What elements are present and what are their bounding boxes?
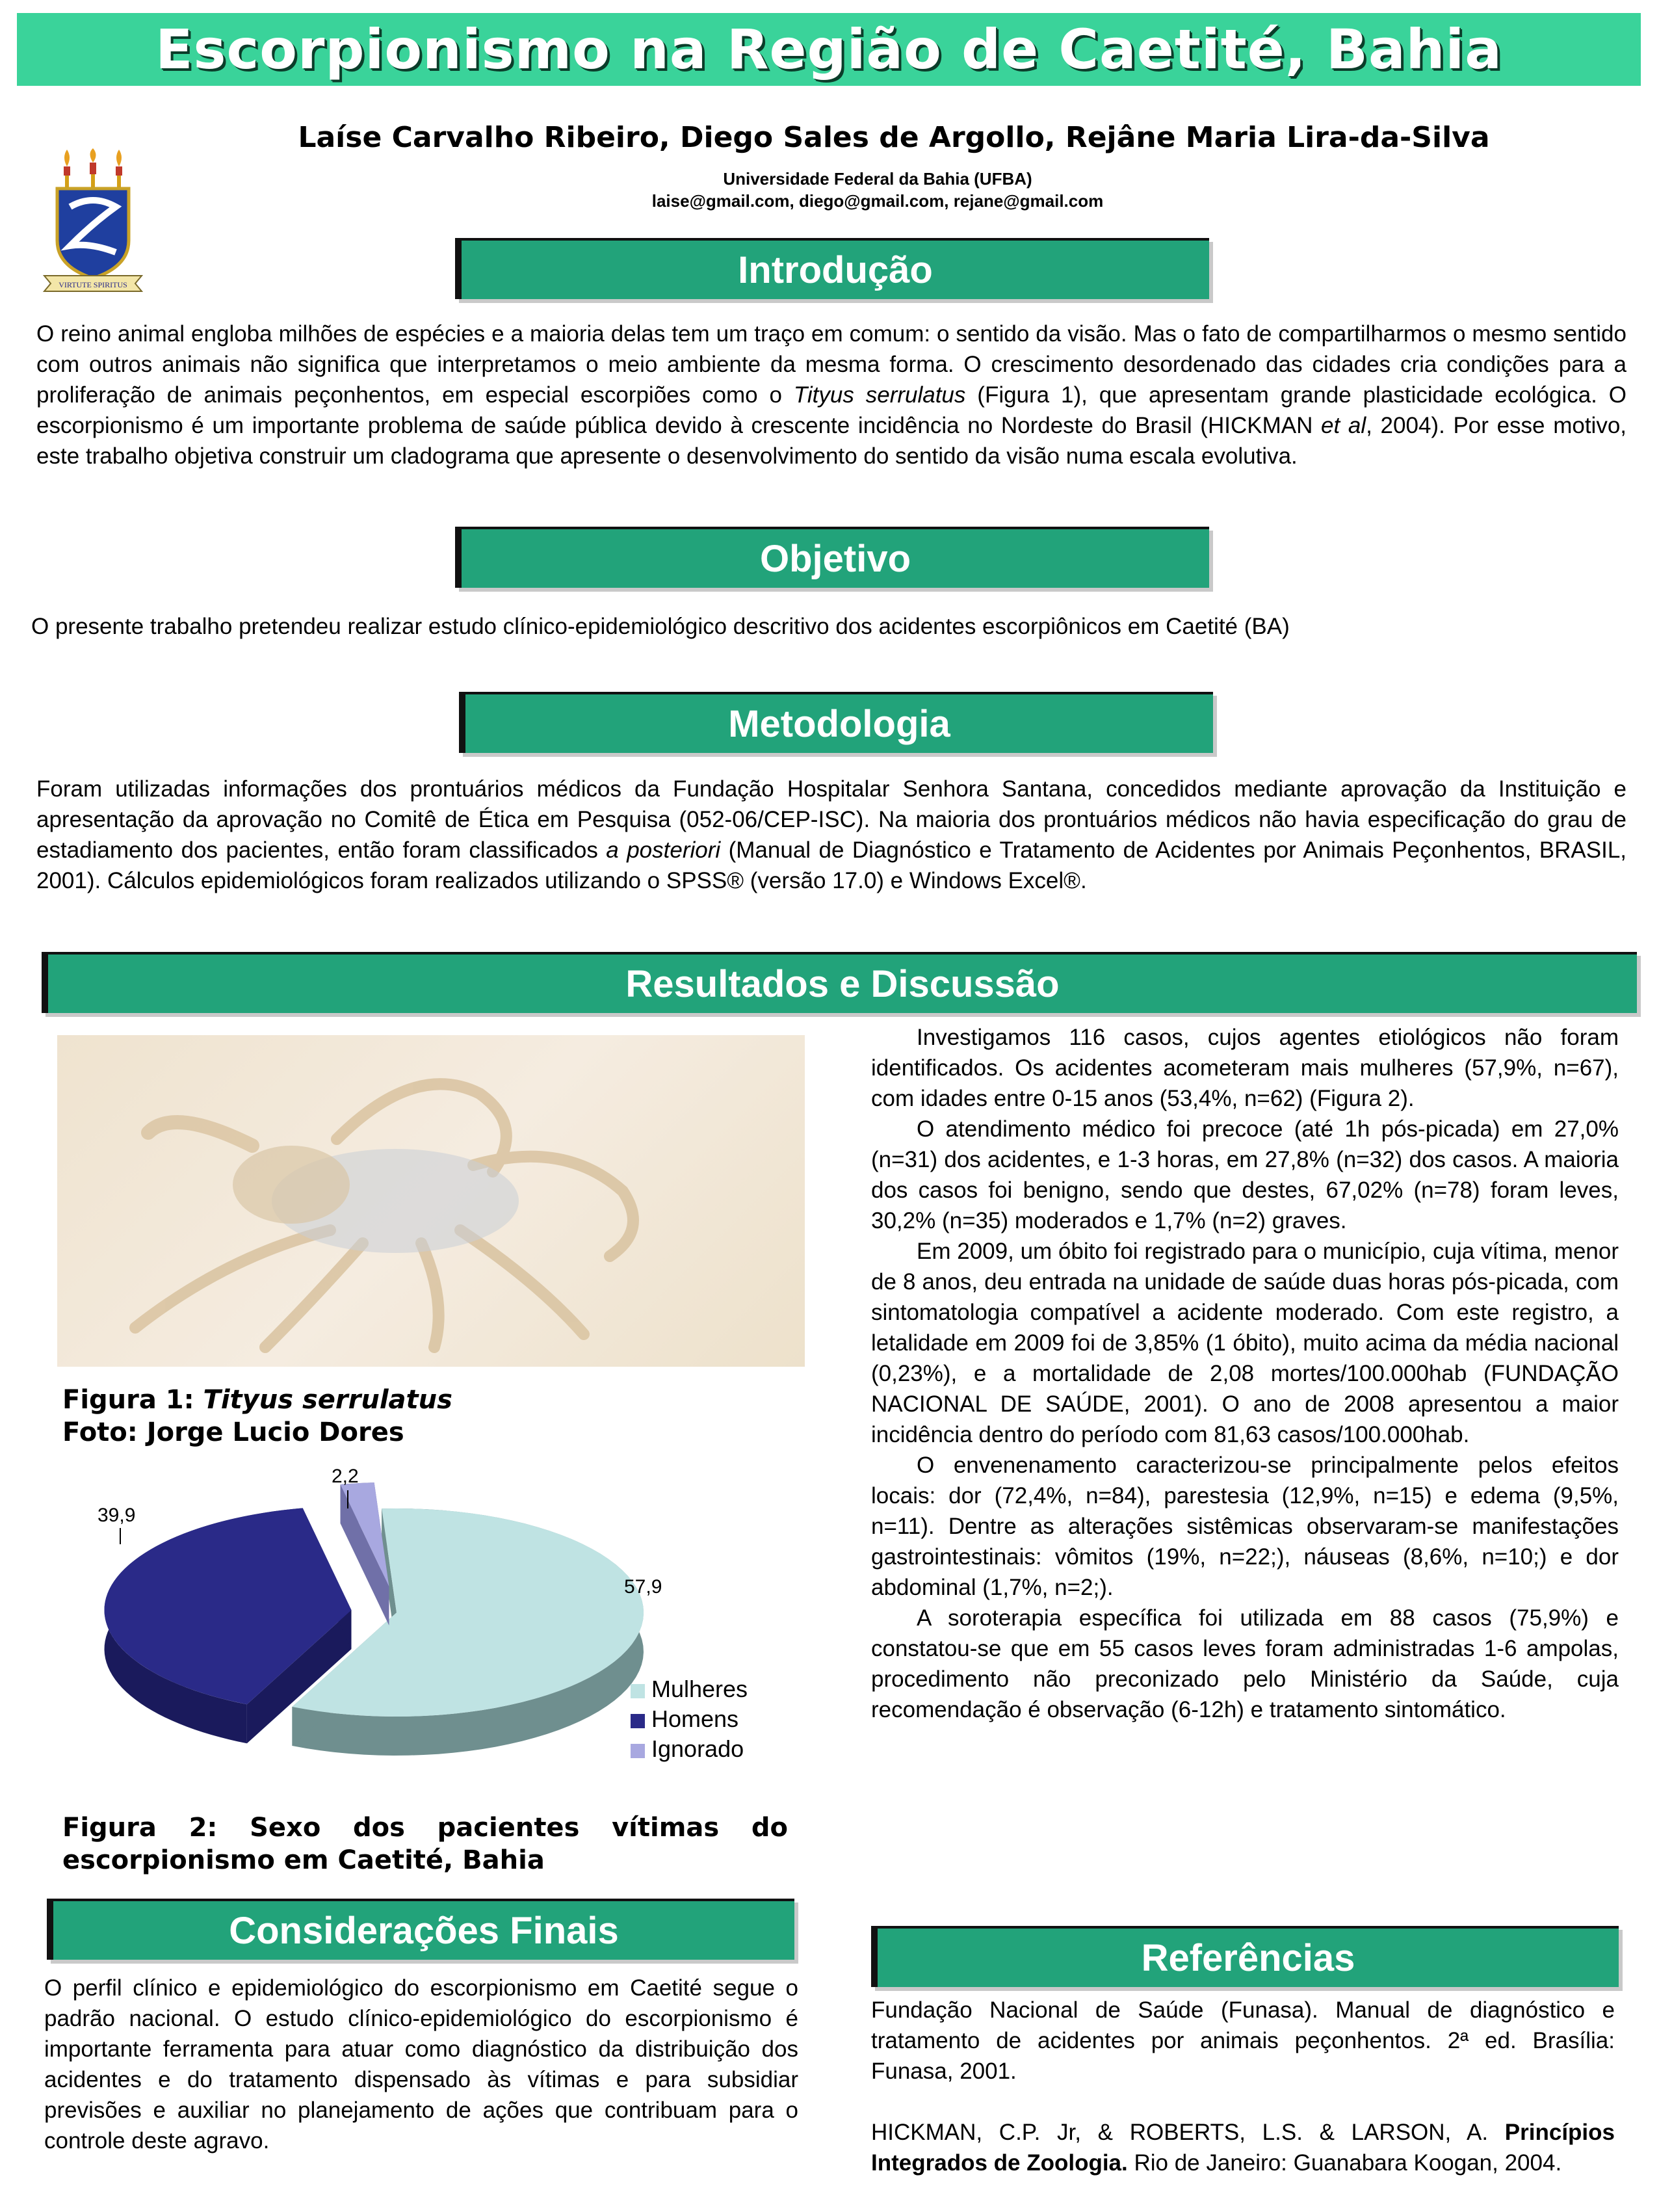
poster-title: Escorpionismo na Região de Caetité, Bahia (155, 18, 1502, 81)
ufba-logo (38, 148, 148, 298)
legend-label: Ignorado (651, 1735, 744, 1762)
scorpion-photo (57, 1035, 805, 1367)
section-header-metodologia: Metodologia (459, 692, 1213, 753)
legend-label: Mulheres (651, 1676, 748, 1702)
reference-item (871, 2117, 1615, 2178)
pie-data-label: 2,2 (332, 1466, 359, 1487)
reference-publisher: Rio de Janeiro: Guanabara Koogan, 2004. (1127, 2150, 1562, 2176)
institution: Universidade Federal da Bahia (UFBA) (723, 169, 1032, 189)
logo-motto: VIRTUTE SPIRITUS (59, 280, 127, 289)
reference-title: Princípios Integrados de Zoologia. (871, 2120, 1615, 2176)
reference-item: Fundação Nacional de Saúde (Funasa). Manual de diagnóstico e tratamento de acidentes por animais peçonhentos. 2ª ed. Brasília: Funasa, 2001. (871, 1997, 1615, 2084)
pie-data-label: 57,9 (624, 1576, 662, 1598)
authors: Laíse Carvalho Ribeiro, Diego Sales de Argollo, Rejâne Maria Lira-da-Silva (298, 121, 1490, 154)
ufba-crest-icon (38, 148, 148, 298)
figure1-credit: Foto: Jorge Lucio Dores (62, 1417, 404, 1447)
title-banner (17, 13, 1641, 86)
resultados-paragraph: Investigamos 116 casos, cujos agentes etiológicos não foram identificados. Os acidentes acometeram mais mulheres (57,9%, n=67), com idades entre 0-15 anos (53,4%, n=62) (Figura 2). (871, 1025, 1619, 1111)
introducao-text (36, 319, 1626, 471)
section-header-objetivo: Objetivo (455, 527, 1209, 588)
pie-chart (52, 1463, 806, 1827)
figure1-species: Tityus serrulatus (203, 1385, 452, 1415)
resultados-paragraph: A soroterapia específica foi utilizada em 88 casos (75,9%) e constatou-se que em 55 casos leves foram administradas 1-6 ampolas, procedimento não preconizado pelo Ministério da Saúde, cuja recomendação é observação (6-12h) e tratamento sintomático. (871, 1605, 1619, 1722)
resultados-text (871, 1022, 1619, 1725)
metodologia-text-2: (Manual de Diagnóstico e Tratamento de Acidentes por Animais Peçonhentos, BRASIL, 2001). Cálculos epidemiológicos foram realizados utilizando o SPSS® (versão 17.0) e Windows Excel®. (36, 837, 1627, 893)
figure1-caption-prefix: Figura 1: (62, 1385, 203, 1415)
introducao-et-al: et al (1321, 413, 1366, 438)
introducao-text-3: , 2004). Por esse motivo, este trabalho objetiva construir um cladograma que apresente o desenvolvimento do sentido da visão numa escala evolutiva. (36, 413, 1627, 469)
scorpion-icon (57, 1035, 805, 1367)
metodologia-text (36, 774, 1626, 896)
resultados-paragraph: O envenenamento caracterizou-se principalmente pelos efeitos locais: dor (72,4%, n=84), parestesia (12,9%, n=15) e edema (9,5%, n=11). Dentre as alterações sistêmicas observaram-se manifestações gastrointestinais: vômitos (19%, n=22;), náuseas (8,6%, n=10;) e dor abdominal (1,7%, n=2;). (871, 1453, 1619, 1600)
introducao-text-2: (Figura 1), que apresentam grande plasticidade ecológica. O escorpionismo é um importante problema de saúde pública devido à crescente incidência no Nordeste do Brasil (HICKMAN (36, 382, 1626, 438)
section-header-resultados: Resultados e Discussão (42, 952, 1637, 1013)
legend-swatch (631, 1714, 645, 1728)
pie-chart-svg (52, 1463, 806, 1827)
emails: laise@gmail.com, diego@gmail.com, rejane@gmail.com (651, 191, 1104, 211)
referencias-list (871, 1995, 1615, 2178)
resultados-paragraph: Em 2009, um óbito foi registrado para o município, cuja vítima, menor de 8 anos, deu entrada na unidade de saúde duas horas pós-picada, com sintomatologia compatível a acidente moderado. Com este registro, a letalidade em 2009 foi de 3,85% (1 óbito), muito acima da média nacional (0,23%), e a mortalidade de 2,08 mortes/100.000hab (FUNDAÇÃO NACIONAL DE SAÚDE, 2001). O ano de 2008 apresentou a maior incidência dentro do período com 81,63 casos/100.000hab. (871, 1239, 1619, 1447)
legend-swatch (631, 1684, 645, 1698)
section-header-referencias: Referências (871, 1926, 1619, 1987)
metodologia-text-1: Foram utilizadas informações dos prontuários médicos da Fundação Hospitalar Senhora Santana, concedidos mediante aprovação da Instituição e apresentação da aprovação no Comitê de Ética em Pesquisa (052-06/CEP-ISC). Na maioria dos prontuários médicos não havia especificação do grau de estadiamento dos pacientes, então foram classificados (36, 776, 1626, 863)
figure1-caption (62, 1384, 810, 1449)
section-header-consideracoes: Considerações Finais (47, 1899, 794, 1960)
legend-swatch (631, 1744, 645, 1758)
reference-authors: HICKMAN, C.P. Jr, & ROBERTS, L.S. & LARSON, A. (871, 2120, 1505, 2145)
section-header-introducao: Introdução (455, 238, 1209, 299)
introducao-text-1: O reino animal engloba milhões de espécies e a maioria delas tem um traço em comum: o sentido da visão. Mas o fato de compartilharmos o mesmo sentido com outros animais não significa que interpretamos o meio ambiente da mesma forma. O crescimento desordenado das cidades cria condições para a proliferação de animais peçonhentos, em especial escorpiões como o (36, 321, 1626, 408)
affiliation (455, 168, 1300, 212)
legend-label: Homens (651, 1705, 739, 1732)
resultados-paragraph: O atendimento médico foi precoce (até 1h pós-picada) em 27,0% (n=31) dos acidentes, e 1-3 horas, em 27,8% (n=32) dos casos. A maioria dos casos foi benigno, sendo que destes, 67,02% (n=78) foram leves, 30,2% (n=35) moderados e 1,7% (n=2) graves. (871, 1116, 1619, 1233)
metodologia-a-posteriori: a posteriori (606, 837, 721, 863)
pie-data-label: 39,9 (98, 1505, 136, 1526)
objetivo-text: O presente trabalho pretendeu realizar estudo clínico-epidemiológico descritivo dos acidentes escorpiônicos em Caetité (BA) (31, 614, 1290, 639)
figure2-caption: Figura 2: Sexo dos pacientes vítimas do escorpionismo em Caetité, Bahia (62, 1813, 788, 1875)
introducao-species: Tityus serrulatus (793, 382, 966, 408)
consideracoes-text: O perfil clínico e epidemiológico do escorpionismo em Caetité segue o padrão nacional. O estudo clínico-epidemiológico do escorpionismo é importante ferramenta para atuar como diagnóstico da distribuição dos acidentes e do tratamento dispensado às vítimas e para subsidiar previsões e auxiliar no planejamento de ações que contribuam para o controle deste agravo. (44, 1975, 798, 2153)
